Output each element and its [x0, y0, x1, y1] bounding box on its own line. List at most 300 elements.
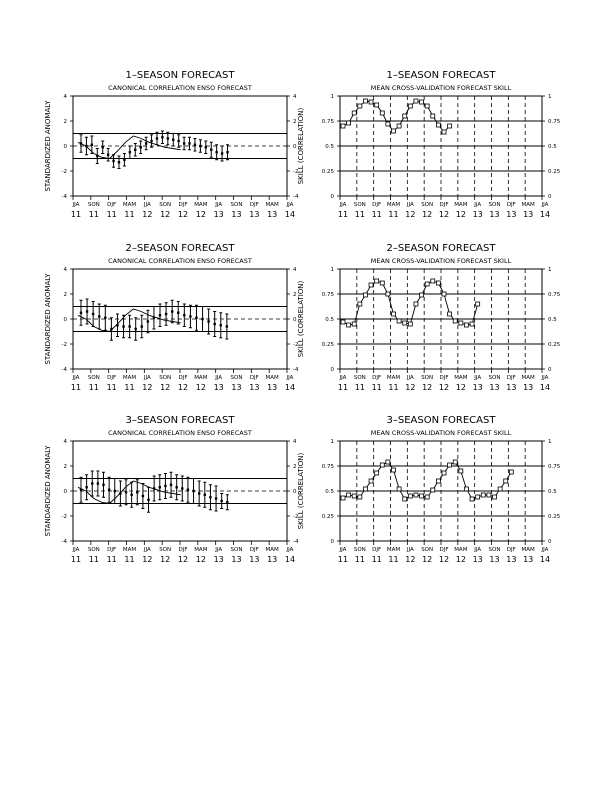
x-tick-label-year: 11	[337, 210, 349, 219]
y-tick-label: 0	[330, 194, 334, 200]
x-tick-label-year: 13	[472, 383, 483, 392]
x-tick-label-season: MAM	[194, 375, 208, 381]
x-tick-label-year: 13	[489, 210, 500, 219]
skill-point	[347, 323, 351, 327]
x-tick-label-season: SON	[230, 202, 243, 208]
x-tick-label-year: 12	[455, 555, 466, 564]
skill-point	[352, 494, 356, 498]
forecast-point	[110, 328, 112, 330]
x-tick-label-year: 11	[354, 555, 365, 564]
forecast-point	[118, 161, 120, 163]
forecast-point	[150, 140, 152, 142]
skill-point	[420, 100, 424, 104]
x-tick-label-season: MAM	[122, 547, 137, 553]
x-tick-label-year: 11	[371, 383, 382, 392]
x-tick-label-season: SON	[159, 547, 172, 553]
forecast-point	[91, 144, 93, 146]
y-tick-label: 0.75	[321, 292, 334, 298]
forecast-point	[183, 142, 185, 144]
x-tick-label-season: MAM	[265, 547, 279, 553]
x-tick-label-year: 11	[388, 210, 399, 219]
x-tick-label-year: 11	[124, 210, 135, 219]
x-tick-label-year: 11	[88, 210, 99, 219]
x-tick-label-season: JJA	[286, 202, 294, 208]
forecast-point	[198, 492, 200, 494]
skill-line	[343, 462, 511, 499]
x-tick-label-year: 12	[177, 555, 189, 564]
x-tick-label-season: DJF	[372, 202, 382, 208]
y-tick-label: 2	[63, 464, 67, 470]
forecast-point	[153, 317, 155, 319]
forecast-point	[172, 139, 174, 141]
forecast-point	[226, 501, 228, 503]
forecast-point	[214, 323, 216, 325]
x-tick-label-season: SON	[488, 375, 501, 381]
y-tick-label-right: 0.5	[548, 317, 557, 323]
forecast-point	[220, 500, 222, 502]
forecast-point	[188, 142, 190, 144]
x-tick-label-year: 11	[371, 210, 382, 219]
y-tick-label-right: -4	[293, 367, 299, 373]
x-tick-label-year: 14	[284, 383, 296, 392]
chart-subtitle: CANONICAL CORRELATION ENSO FORECAST	[108, 257, 252, 265]
forecast-point	[159, 486, 161, 488]
x-tick-label-season: JJA	[474, 202, 482, 208]
skill-point	[436, 123, 440, 127]
x-tick-label-season: JJA	[541, 375, 549, 381]
x-tick-label-year: 11	[388, 555, 399, 564]
x-tick-label-season: DJF	[439, 547, 449, 553]
x-tick-label-year: 13	[231, 555, 242, 564]
skill-point	[442, 471, 446, 475]
forecast-point	[199, 145, 201, 147]
forecast-point	[175, 486, 177, 488]
skill-point	[392, 468, 396, 472]
forecast-point	[91, 482, 93, 484]
skill-point	[380, 281, 384, 285]
forecast-point	[194, 144, 196, 146]
x-tick-label-season: JJA	[72, 375, 80, 381]
skill-point	[386, 292, 390, 296]
x-tick-label-year: 12	[438, 383, 450, 392]
x-tick-label-season: JJA	[143, 202, 151, 208]
x-tick-label-year: 13	[523, 210, 534, 219]
y-tick-label-right: 0	[548, 539, 552, 545]
x-tick-label-year: 12	[438, 210, 450, 219]
skill-point	[369, 283, 373, 287]
forecast-point	[142, 495, 144, 497]
skill-point	[470, 497, 474, 501]
y-tick-label-right: 1	[548, 267, 552, 273]
x-tick-label-season: JJA	[406, 375, 414, 381]
skill-point	[352, 111, 356, 115]
y-tick-label: 0.5	[325, 489, 334, 495]
skill-point	[448, 124, 452, 128]
x-tick-label-year: 12	[422, 555, 433, 564]
chart-title: 3–SEASON FORECAST	[386, 415, 496, 426]
x-tick-label-season: SON	[488, 547, 501, 553]
forecast-point	[156, 137, 158, 139]
x-tick-label-year: 14	[539, 210, 551, 219]
forecast-point	[181, 487, 183, 489]
x-tick-label-year: 11	[70, 555, 82, 564]
skill-point	[392, 312, 396, 316]
forecast-point	[80, 489, 82, 491]
skill-point	[431, 114, 435, 118]
x-tick-label-year: 12	[177, 210, 189, 219]
x-tick-label-season: MAM	[265, 202, 279, 208]
x-tick-label-year: 12	[455, 383, 466, 392]
forecast-point	[167, 137, 169, 139]
forecast-point	[192, 490, 194, 492]
skill-point	[414, 493, 418, 497]
x-tick-label-season: DJF	[439, 375, 449, 381]
x-tick-label-season: MAM	[386, 547, 401, 553]
x-tick-label-season: JJA	[215, 547, 223, 553]
x-tick-label-year: 11	[88, 383, 99, 392]
y-tick-label-right: -2	[293, 514, 299, 520]
x-tick-label-year: 11	[337, 383, 349, 392]
skill-point	[509, 470, 513, 474]
x-tick-label-year: 13	[213, 210, 224, 219]
x-tick-label-year: 14	[539, 383, 551, 392]
x-tick-label-year: 12	[160, 383, 171, 392]
forecast-point	[195, 317, 197, 319]
skill-point	[442, 292, 446, 296]
x-tick-label-season: MAM	[194, 202, 208, 208]
y-tick-label-right: 0.25	[548, 169, 561, 175]
chart-subtitle: MEAN CROSS-VALIDATION FORECAST SKILL	[370, 257, 512, 265]
y-tick-label-right: -2	[293, 342, 299, 348]
forecast-point	[147, 499, 149, 501]
skill-point	[341, 320, 345, 324]
x-tick-label-year: 11	[388, 383, 399, 392]
y-tick-label-right: 0.25	[548, 514, 561, 520]
x-tick-label-year: 13	[523, 555, 534, 564]
x-tick-label-year: 13	[267, 210, 278, 219]
x-tick-label-year: 13	[249, 383, 260, 392]
y-tick-label: 0.75	[321, 464, 334, 470]
x-tick-label-year: 11	[70, 210, 82, 219]
skill-point	[425, 104, 429, 108]
x-tick-label-year: 12	[405, 555, 416, 564]
x-tick-label-season: DJF	[107, 547, 117, 553]
skill-point	[380, 111, 384, 115]
skill-point	[487, 493, 491, 497]
forecast-point	[112, 160, 114, 162]
skill-point	[369, 479, 373, 483]
forecast-point	[122, 325, 124, 327]
y-tick-label: 4	[63, 267, 67, 273]
x-tick-label-season: SON	[87, 375, 100, 381]
forecast-point	[164, 485, 166, 487]
x-tick-label-year: 13	[523, 383, 534, 392]
y-axis-label: STANDARDIZED ANOMALY	[44, 273, 52, 365]
skill-point	[459, 321, 463, 325]
forecast-point	[116, 324, 118, 326]
y-tick-label-right: 4	[293, 94, 297, 100]
x-tick-label-season: MAM	[386, 202, 401, 208]
x-tick-label-season: MAM	[194, 547, 208, 553]
x-tick-label-season: JJA	[339, 202, 347, 208]
forecast-point	[96, 155, 98, 157]
skill-point	[459, 469, 463, 473]
x-tick-label-season: JJA	[72, 547, 80, 553]
skill-point	[386, 122, 390, 126]
y-tick-label: 0.25	[321, 169, 334, 175]
skill-point	[403, 321, 407, 325]
x-tick-label-year: 13	[489, 555, 500, 564]
skill-point	[493, 495, 497, 499]
skill-point	[431, 488, 435, 492]
x-tick-label-year: 12	[195, 383, 206, 392]
x-tick-label-year: 11	[70, 383, 82, 392]
skill-point	[397, 319, 401, 323]
y-tick-label-right: 0	[293, 489, 297, 495]
y-tick-label-right: 0	[548, 367, 552, 373]
y-tick-label-right: -2	[293, 169, 299, 175]
forecast-point	[125, 491, 127, 493]
x-tick-label-year: 11	[106, 555, 117, 564]
x-tick-label-season: JJA	[541, 547, 549, 553]
y-tick-label: -2	[61, 169, 67, 175]
chart-title: 2–SEASON FORECAST	[386, 243, 496, 254]
y-tick-label: -4	[61, 194, 67, 200]
x-tick-label-season: MAM	[265, 375, 279, 381]
forecast-point	[97, 482, 99, 484]
y-axis-label: SKILL (CORRELATION)	[297, 280, 305, 358]
y-tick-label: -4	[61, 539, 67, 545]
forecast-point	[170, 484, 172, 486]
forecast-point	[114, 490, 116, 492]
x-tick-label-year: 14	[284, 210, 296, 219]
skill-point	[476, 302, 480, 306]
skill-point	[425, 495, 429, 499]
skill-point	[431, 279, 435, 283]
skill-point	[375, 103, 379, 107]
forecast-point	[201, 318, 203, 320]
skill-point	[341, 124, 345, 128]
x-tick-label-season: SON	[87, 202, 100, 208]
x-tick-label-season: SON	[159, 375, 172, 381]
x-tick-label-year: 12	[422, 383, 433, 392]
skill-point	[448, 463, 452, 467]
x-tick-label-year: 13	[267, 383, 278, 392]
x-tick-label-season: SON	[421, 202, 434, 208]
x-tick-label-year: 11	[354, 383, 365, 392]
x-tick-label-year: 11	[354, 210, 365, 219]
y-tick-label: 4	[63, 94, 67, 100]
y-tick-label: 1	[330, 439, 334, 445]
forecast-point	[204, 494, 206, 496]
y-tick-label: 2	[63, 119, 67, 125]
chart-title: 1–SEASON FORECAST	[386, 70, 496, 81]
y-tick-label: 2	[63, 292, 67, 298]
y-tick-label-right: -4	[293, 539, 299, 545]
skill-point	[420, 293, 424, 297]
chart-title: 1–SEASON FORECAST	[125, 70, 235, 81]
y-tick-label: 0	[330, 539, 334, 545]
x-tick-label-season: JJA	[286, 547, 294, 553]
x-tick-label-year: 13	[506, 210, 517, 219]
x-tick-label-season: MAM	[521, 375, 535, 381]
skill-point	[403, 114, 407, 118]
y-axis-label: STANDARDIZED ANOMALY	[44, 100, 52, 192]
y-tick-label-right: 4	[293, 267, 297, 273]
x-tick-label-year: 12	[177, 383, 189, 392]
forecast-point	[209, 496, 211, 498]
y-tick-label: 4	[63, 439, 67, 445]
forecast-point	[102, 484, 104, 486]
skill-point	[414, 302, 418, 306]
x-tick-label-season: JJA	[474, 375, 482, 381]
forecast-point	[215, 497, 217, 499]
x-tick-label-year: 13	[231, 383, 242, 392]
x-tick-label-season: SON	[230, 547, 243, 553]
skill-point	[414, 99, 418, 103]
forecast-point	[207, 320, 209, 322]
forecast-point	[161, 136, 163, 138]
x-tick-label-year: 12	[142, 555, 153, 564]
skill-point	[470, 322, 474, 326]
forecast-point	[128, 325, 130, 327]
x-tick-label-season: SON	[87, 547, 100, 553]
x-tick-label-season: JJA	[339, 547, 347, 553]
x-tick-label-year: 13	[489, 383, 500, 392]
skill-point	[369, 100, 373, 104]
y-tick-label: 0.25	[321, 342, 334, 348]
y-tick-label-right: 0.75	[548, 464, 561, 470]
x-tick-label-season: JJA	[143, 375, 151, 381]
chart-subtitle: MEAN CROSS-VALIDATION FORECAST SKILL	[370, 429, 512, 437]
skill-point	[408, 494, 412, 498]
x-tick-label-season: DJF	[178, 547, 188, 553]
x-tick-label-season: MAM	[122, 202, 137, 208]
x-tick-label-year: 11	[371, 555, 382, 564]
skill-point	[397, 487, 401, 491]
x-tick-label-season: DJF	[107, 375, 117, 381]
skill-point	[392, 129, 396, 133]
y-axis-label: SKILL (CORRELATION)	[297, 107, 305, 185]
x-tick-label-year: 11	[106, 210, 117, 219]
y-tick-label: 1	[330, 94, 334, 100]
x-tick-label-year: 13	[231, 210, 242, 219]
y-tick-label-right: 0	[548, 194, 552, 200]
x-tick-label-year: 11	[124, 383, 135, 392]
forecast-point	[85, 486, 87, 488]
forecast-point	[189, 315, 191, 317]
x-tick-label-year: 11	[88, 555, 99, 564]
x-tick-label-season: SON	[353, 375, 366, 381]
forecast-point	[104, 317, 106, 319]
x-tick-label-year: 11	[106, 383, 117, 392]
x-tick-label-year: 12	[160, 555, 171, 564]
skill-point	[481, 493, 485, 497]
x-tick-label-year: 13	[472, 210, 483, 219]
x-tick-label-season: DJF	[372, 547, 382, 553]
x-tick-label-year: 13	[249, 555, 260, 564]
y-tick-label-right: 0.75	[548, 292, 561, 298]
forecast-point	[134, 328, 136, 330]
x-tick-label-season: DJF	[249, 547, 259, 553]
y-tick-label-right: 2	[293, 119, 297, 125]
skill-point	[448, 312, 452, 316]
skill-point	[341, 496, 345, 500]
forecast-point	[183, 314, 185, 316]
skill-point	[375, 471, 379, 475]
x-tick-label-year: 12	[422, 210, 433, 219]
forecast-point	[107, 154, 109, 156]
x-tick-label-season: DJF	[178, 375, 188, 381]
y-tick-label: -2	[61, 342, 67, 348]
skill-point	[498, 487, 502, 491]
x-tick-label-year: 14	[539, 555, 551, 564]
skill-point	[476, 495, 480, 499]
x-tick-label-season: DJF	[506, 547, 516, 553]
forecast-point	[177, 312, 179, 314]
x-tick-label-season: MAM	[521, 547, 535, 553]
forecast-point	[108, 489, 110, 491]
y-tick-label: 1	[330, 267, 334, 273]
y-tick-label-right: 0	[293, 317, 297, 323]
y-tick-label-right: 0.5	[548, 144, 557, 150]
skill-point	[453, 460, 457, 464]
y-tick-label: 0.5	[325, 144, 334, 150]
x-tick-label-season: JJA	[215, 202, 223, 208]
x-tick-label-season: SON	[353, 202, 366, 208]
x-tick-label-year: 12	[142, 383, 153, 392]
y-tick-label: -4	[61, 367, 67, 373]
x-tick-label-season: MAM	[521, 202, 535, 208]
x-tick-label-year: 11	[337, 555, 349, 564]
y-tick-label: 0.25	[321, 514, 334, 520]
x-tick-label-season: JJA	[406, 202, 414, 208]
y-tick-label-right: 4	[293, 439, 297, 445]
forecast-point	[92, 313, 94, 315]
x-tick-label-season: DJF	[178, 202, 188, 208]
forecast-point	[220, 324, 222, 326]
x-tick-label-season: MAM	[454, 375, 468, 381]
x-tick-label-season: DJF	[506, 202, 516, 208]
forecast-point	[141, 325, 143, 327]
y-tick-label-right: -4	[293, 194, 299, 200]
x-tick-label-season: JJA	[541, 202, 549, 208]
y-tick-label-right: 0.5	[548, 489, 557, 495]
skill-point	[347, 121, 351, 125]
skill-point	[397, 124, 401, 128]
skill-point	[363, 293, 367, 297]
forecast-point	[145, 142, 147, 144]
y-axis-label: STANDARDIZED ANOMALY	[44, 445, 52, 537]
x-tick-label-year: 12	[405, 210, 416, 219]
forecast-point	[102, 146, 104, 148]
forecast-point	[86, 310, 88, 312]
x-tick-label-season: MAM	[454, 547, 468, 553]
x-tick-label-season: MAM	[386, 375, 401, 381]
x-tick-label-year: 14	[284, 555, 296, 564]
skill-point	[453, 319, 457, 323]
skill-point	[442, 130, 446, 134]
skill-point	[358, 495, 362, 499]
y-tick-label-right: 2	[293, 292, 297, 298]
chart-title: 3–SEASON FORECAST	[125, 415, 235, 426]
x-tick-label-season: SON	[159, 202, 172, 208]
y-tick-label: 0	[63, 489, 67, 495]
y-tick-label-right: 0	[293, 144, 297, 150]
y-tick-label: 0	[330, 367, 334, 373]
x-tick-label-season: SON	[230, 375, 243, 381]
forecast-point	[171, 310, 173, 312]
